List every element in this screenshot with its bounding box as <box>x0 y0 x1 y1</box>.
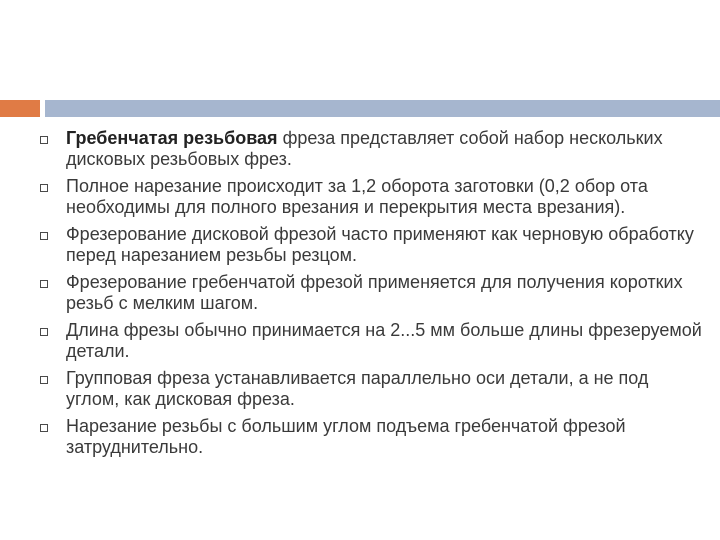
list-item <box>40 224 705 266</box>
list-item <box>40 176 705 218</box>
bullet-text: Фрезерование гребенчатой фрезой применяется для получения коротких резьб с мелким шагом. <box>66 272 683 313</box>
list-item <box>40 368 705 410</box>
bullet-text <box>66 128 663 169</box>
list-item <box>40 128 705 170</box>
bullet-text: Фрезерование дисковой фрезой часто применяют как черновую обработку перед нарезанием резьбы резцом. <box>66 224 694 265</box>
list-item <box>40 320 705 362</box>
bullet-text: Длина фрезы обычно принимается на 2...5 мм больше длины фрезеруемой детали. <box>66 320 702 361</box>
square-bullet-icon <box>40 376 48 384</box>
square-bullet-icon <box>40 328 48 336</box>
square-bullet-icon <box>40 280 48 288</box>
bullet-bold-text: Гребенчатая резьбовая <box>66 128 278 148</box>
square-bullet-icon <box>40 424 48 432</box>
title-bar-accent-right <box>45 100 720 117</box>
bullet-list <box>40 128 705 464</box>
square-bullet-icon <box>40 184 48 192</box>
list-item <box>40 416 705 458</box>
bullet-text: Групповая фреза устанавливается параллельно оси детали, а не под углом, как дисковая фреза. <box>66 368 649 409</box>
bullet-text: Полное нарезание происходит за 1,2 оборота заготовки (0,2 обор ота необходимы для полного врезания и перекрытия места врезания). <box>66 176 648 217</box>
bullet-body-text: фреза представляет собой набор нескольких дисковых резьбовых фрез. <box>66 128 663 169</box>
square-bullet-icon <box>40 136 48 144</box>
square-bullet-icon <box>40 232 48 240</box>
bullet-text: Нарезание резьбы с большим углом подъема гребенчатой фрезой затруднительно. <box>66 416 626 457</box>
title-bar-accent-left <box>0 100 40 117</box>
list-item <box>40 272 705 314</box>
